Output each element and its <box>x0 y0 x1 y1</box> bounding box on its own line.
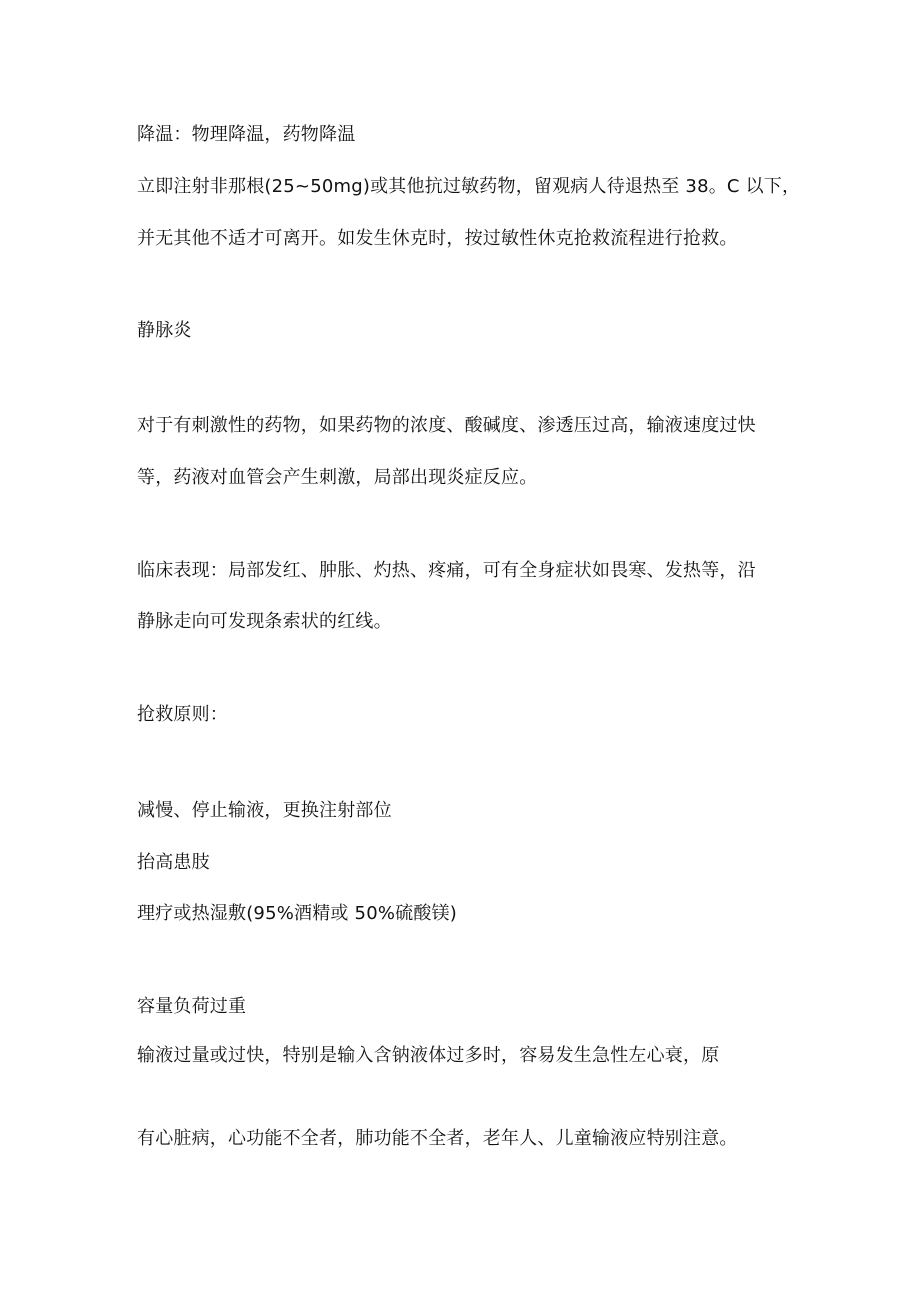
text-line-injection: 立即注射非那根(25~50mg)或其他抗过敏药物，留观病人待退热至 38。C 以下， <box>137 176 801 197</box>
section-title-rescue-principles: 抢救原则： <box>137 704 228 725</box>
text-line-cooling: 降温：物理降温，药物降温 <box>137 124 356 145</box>
text-line-special-attention: 有心脏病，心功能不全者，肺功能不全者，老年人、儿童输液应特别注意。 <box>137 1128 738 1149</box>
text-line-inflammation: 等，药液对血管会产生刺激，局部出现炎症反应。 <box>137 467 538 488</box>
section-title-phlebitis: 静脉炎 <box>137 320 192 341</box>
list-item-wet-compress: 理疗或热湿敷(95%酒精或 50%硫酸镁) <box>137 903 457 924</box>
section-title-volume-overload: 容量负荷过重 <box>137 996 247 1017</box>
text-line-overload-cause: 输液过量或过快，特别是输入含钠液体过多时，容易发生急性左心衰，原 <box>137 1045 720 1066</box>
list-item-slow-infusion: 减慢、停止输液，更换注射部位 <box>137 800 392 821</box>
text-line-red-streak: 静脉走向可发现条索状的红线。 <box>137 611 392 632</box>
text-line-shock-rescue: 并无其他不适才可离开。如发生休克时，按过敏性休克抢救流程进行抢救。 <box>137 228 738 249</box>
text-line-clinical-signs: 临床表现：局部发红、肿胀、灼热、疼痛，可有全身症状如畏寒、发热等，沿 <box>137 560 756 581</box>
text-line-irritant-drugs: 对于有刺激性的药物，如果药物的浓度、酸碱度、渗透压过高，输液速度过快 <box>137 415 756 436</box>
list-item-elevate-limb: 抬高患肢 <box>137 852 210 873</box>
